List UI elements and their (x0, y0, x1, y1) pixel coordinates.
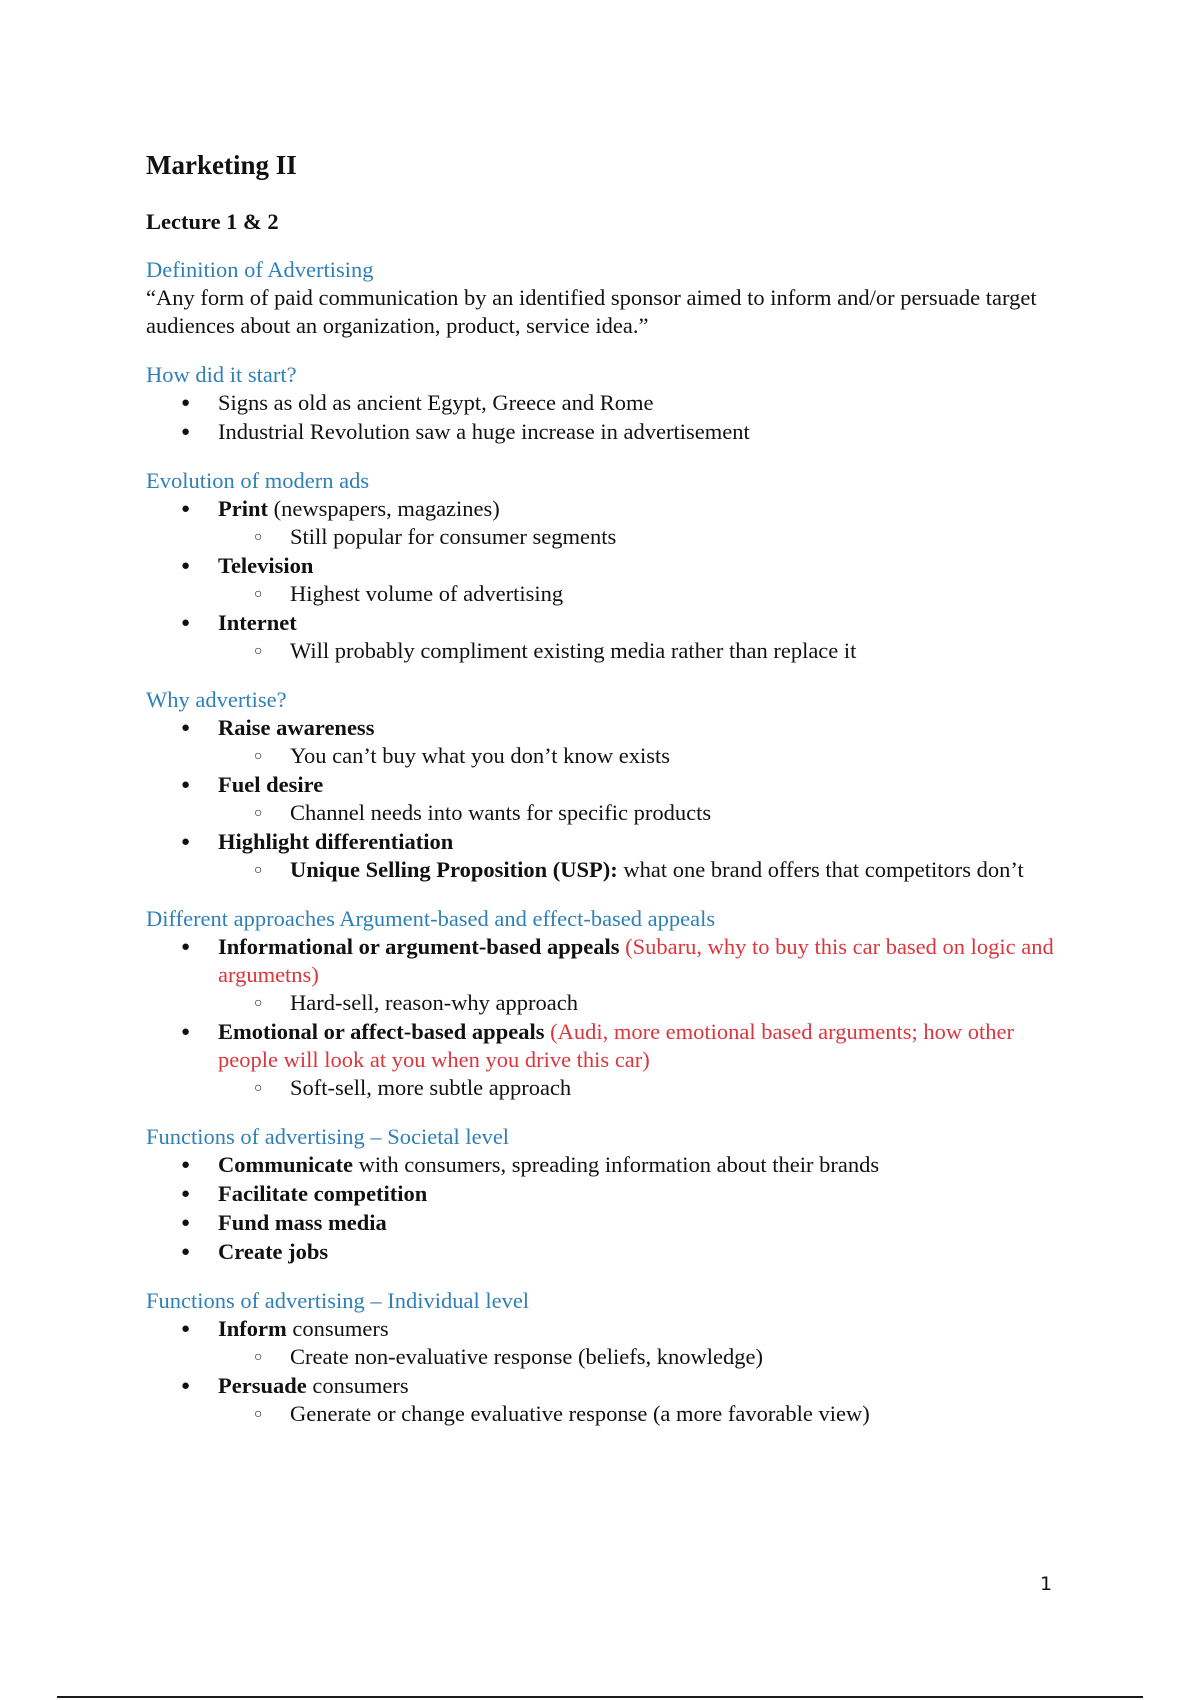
list-item: ● Facilitate competition (146, 1180, 1066, 1208)
section-societal (146, 1123, 1066, 1266)
sub-list (218, 989, 1066, 1017)
list-item: ● Inform consumers ○ Create non-evaluative response (beliefs, knowledge) (146, 1315, 1066, 1371)
heading-definition: Definition of Advertising (146, 257, 374, 282)
list-item: ● Communicate with consumers, spreading information about their brands (146, 1151, 1066, 1179)
heading-why: Why advertise? (146, 687, 287, 712)
list-item: ● Industrial Revolution saw a huge increase in advertisement (146, 418, 1066, 446)
sub-list (218, 1343, 1066, 1371)
heading-start: How did it start? (146, 362, 297, 387)
sub-list (218, 1400, 1066, 1428)
sub-list-item: ○ Unique Selling Proposition (USP): what one brand offers that competitors don’t (218, 856, 1066, 884)
list-item: ● Informational or argument-based appeals (Subaru, why to buy this car based on logic and argumetns) ○ Hard-sell, reason-why approach (146, 933, 1066, 1017)
section-approaches (146, 905, 1066, 1102)
approaches-list (146, 933, 1066, 1102)
list-item: ● Signs as old as ancient Egypt, Greece and Rome (146, 389, 1066, 417)
list-item: ● Create jobs (146, 1238, 1066, 1266)
sub-list-item: ○ Will probably compliment existing media rather than replace it (218, 637, 1066, 665)
section-why (146, 686, 1066, 884)
evolution-list (146, 495, 1066, 665)
heading-approaches: Different approaches Argument-based and effect-based appeals (146, 906, 716, 931)
list-item: ● Print (newspapers, magazines) ○ Still popular for consumer segments (146, 495, 1066, 551)
sub-list-item: ○ Hard-sell, reason-why approach (218, 989, 1066, 1017)
sub-list-item: ○ Channel needs into wants for specific products (218, 799, 1066, 827)
sub-list (218, 637, 1066, 665)
list-item: ● Emotional or affect-based appeals (Audi, more emotional based arguments; how other people will look at you when you drive this car) ○ Soft-sell, more subtle approach (146, 1018, 1066, 1102)
annotation-note: (Audi, more emotional based arguments; how other people will look at you when you drive this car) (218, 1019, 1014, 1072)
sub-list (218, 742, 1066, 770)
sub-list-item: ○ You can’t buy what you don’t know exists (218, 742, 1066, 770)
sub-list (218, 799, 1066, 827)
document-page (146, 140, 1066, 1428)
sub-list (218, 1074, 1066, 1102)
heading-evolution: Evolution of modern ads (146, 468, 370, 493)
individual-list (146, 1315, 1066, 1428)
lecture-label: Lecture 1 & 2 (146, 209, 279, 234)
footer-divider (57, 1696, 1143, 1698)
section-definition (146, 256, 1066, 340)
heading-societal: Functions of advertising – Societal level (146, 1124, 510, 1149)
document-title: Marketing II (146, 150, 297, 180)
list-item: ● Television ○ Highest volume of advertising (146, 552, 1066, 608)
list-item: ● Fuel desire ○ Channel needs into wants for specific products (146, 771, 1066, 827)
list-item: ● Raise awareness ○ You can’t buy what you don’t know exists (146, 714, 1066, 770)
page-number: 1 (1040, 1573, 1053, 1595)
definition-text: “Any form of paid communication by an identified sponsor aimed to inform and/or persuade target audiences about an organization, product, service idea.” (146, 285, 1037, 338)
sub-list (218, 523, 1066, 551)
sub-list (218, 856, 1066, 884)
section-evolution (146, 467, 1066, 665)
sub-list-item: ○ Generate or change evaluative response (a more favorable view) (218, 1400, 1066, 1428)
list-item: ● Internet ○ Will probably compliment existing media rather than replace it (146, 609, 1066, 665)
section-individual (146, 1287, 1066, 1428)
list-item: ● Highlight differentiation ○ Unique Selling Proposition (USP): what one brand offers that competitors don’t (146, 828, 1066, 884)
heading-individual: Functions of advertising – Individual level (146, 1288, 530, 1313)
sub-list-item: ○ Highest volume of advertising (218, 580, 1066, 608)
annotation-note: (Subaru, why to buy this car based on logic and argumetns) (218, 934, 1054, 987)
sub-list-item: ○ Create non-evaluative response (beliefs, knowledge) (218, 1343, 1066, 1371)
societal-list (146, 1151, 1066, 1266)
why-list (146, 714, 1066, 884)
sub-list (218, 580, 1066, 608)
section-start (146, 361, 1066, 446)
sub-list-item: ○ Soft-sell, more subtle approach (218, 1074, 1066, 1102)
list-item: ● Fund mass media (146, 1209, 1066, 1237)
start-list (146, 389, 1066, 446)
sub-list-item: ○ Still popular for consumer segments (218, 523, 1066, 551)
list-item: ● Persuade consumers ○ Generate or change evaluative response (a more favorable view) (146, 1372, 1066, 1428)
